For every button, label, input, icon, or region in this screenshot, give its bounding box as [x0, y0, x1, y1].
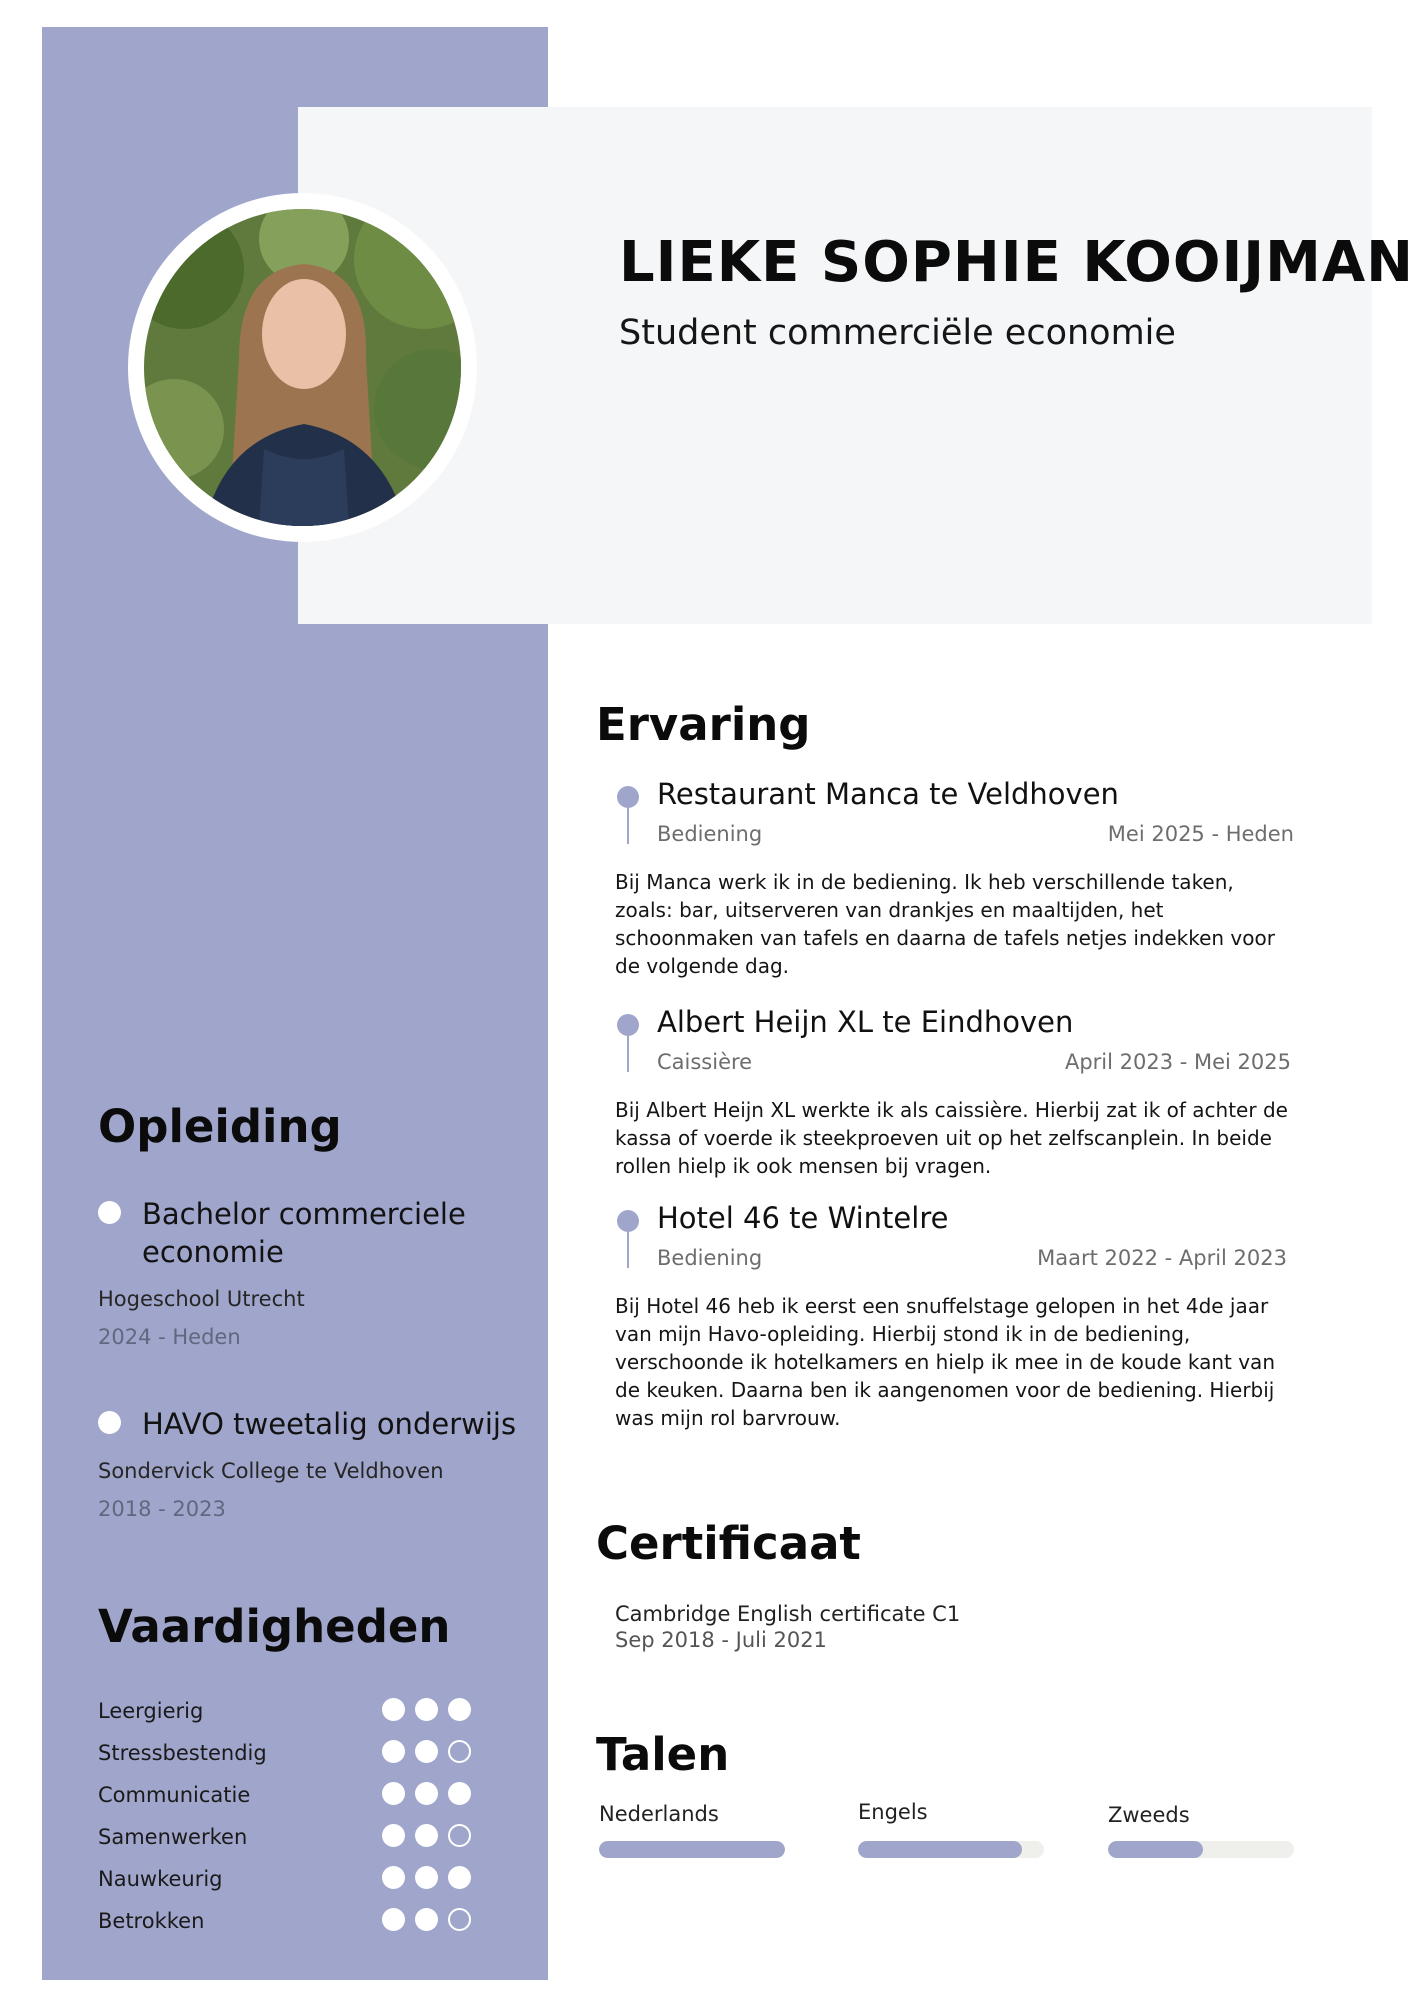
- job-company: Hotel 46 te Wintelre: [657, 1201, 949, 1235]
- language-level-fill: [858, 1841, 1022, 1858]
- languages-heading: Talen: [596, 1728, 730, 1781]
- rating-dot-filled-icon: [448, 1698, 471, 1721]
- skill-row: [98, 1779, 488, 1821]
- timeline-line: [627, 1232, 629, 1268]
- education-years: 2024 - Heden: [98, 1325, 241, 1349]
- skill-row: [98, 1905, 488, 1947]
- education-school: Sondervick College te Veldhoven: [98, 1459, 444, 1483]
- rating-dot-filled-icon: [448, 1782, 471, 1805]
- profile-photo-frame: [128, 193, 477, 542]
- certificate-heading: Certificaat: [596, 1517, 861, 1570]
- skill-name: Samenwerken: [98, 1825, 248, 1849]
- profile-photo-image: [144, 209, 461, 526]
- rating-dot-filled-icon: [382, 1908, 405, 1931]
- skill-row: [98, 1863, 488, 1905]
- skill-rating: [382, 1698, 471, 1721]
- certificate-name: Cambridge English certificate C1: [615, 1602, 961, 1626]
- job-role: Caissière: [657, 1050, 753, 1074]
- skill-row: [98, 1821, 488, 1863]
- education-title: Bachelor commerciele economie: [142, 1197, 466, 1269]
- skill-rating: [382, 1782, 471, 1805]
- language-name: Nederlands: [599, 1802, 719, 1826]
- education-years: 2018 - 2023: [98, 1497, 226, 1521]
- bullet-icon: [98, 1201, 121, 1224]
- profile-photo: [144, 209, 461, 526]
- rating-dot-empty-icon: [448, 1824, 471, 1847]
- candidate-subtitle: Student commerciële economie: [619, 313, 1176, 353]
- rating-dot-empty-icon: [448, 1908, 471, 1931]
- job-dates: April 2023 - Mei 2025: [1064, 1050, 1291, 1074]
- skill-rating: [382, 1740, 471, 1763]
- job-role: Bediening: [657, 822, 763, 846]
- language-item: [858, 1800, 928, 1824]
- timeline-line: [627, 1036, 629, 1072]
- skill-row: [98, 1737, 488, 1779]
- language-level-fill: [599, 1841, 785, 1858]
- job-description: Bij Manca werk ik in de bediening. Ik heb verschillende taken, zoals: bar, uitserveren van drankjes en maaltijden, het schoonmaken van tafels en daarna de tafels netjes indekken voor de volgende dag.: [615, 870, 1275, 978]
- skill-rating: [382, 1908, 471, 1931]
- certificate-dates: Sep 2018 - Juli 2021: [615, 1628, 827, 1652]
- education-item: [98, 1195, 528, 1349]
- education-school: Hogeschool Utrecht: [98, 1287, 305, 1311]
- skill-row: [98, 1695, 488, 1737]
- education-heading: Opleiding: [98, 1100, 342, 1153]
- job-company: Restaurant Manca te Veldhoven: [657, 777, 1119, 811]
- experience-item: [604, 1005, 1304, 1180]
- rating-dot-filled-icon: [415, 1740, 438, 1763]
- rating-dot-filled-icon: [415, 1908, 438, 1931]
- rating-dot-filled-icon: [415, 1782, 438, 1805]
- certificate-item: [615, 1602, 960, 1652]
- language-item: [1108, 1803, 1190, 1827]
- job-meta: [657, 1050, 1291, 1080]
- job-description: Bij Albert Heijn XL werkte ik als caissière. Hierbij zat ik of achter de kassa of voerde ik steekproeven uit op het zelfscanplein. In beide rollen hielp ik ook mensen bij vragen.: [615, 1098, 1288, 1178]
- skill-name: Stressbestendig: [98, 1741, 267, 1765]
- experience-item: [604, 777, 1304, 980]
- language-name: Zweeds: [1108, 1803, 1190, 1827]
- rating-dot-filled-icon: [382, 1824, 405, 1847]
- rating-dot-filled-icon: [382, 1866, 405, 1889]
- timeline-line: [627, 808, 629, 844]
- skill-rating: [382, 1866, 471, 1889]
- job-company: Albert Heijn XL te Eindhoven: [657, 1005, 1074, 1039]
- bullet-icon: [98, 1411, 121, 1434]
- language-item: [599, 1802, 719, 1826]
- skill-name: Nauwkeurig: [98, 1867, 223, 1891]
- job-dates: Mei 2025 - Heden: [1107, 822, 1294, 846]
- job-description: Bij Hotel 46 heb ik eerst een snuffelstage gelopen in het 4de jaar van mijn Havo-opleiding. Hierbij stond ik in de bediening, verschoonde ik hotelkamers en hielp ik mee in de koude kant van de keuken. Daarna ben ik aangenomen voor de bediening. Hierbij was mijn rol barvrouw.: [615, 1294, 1275, 1430]
- rating-dot-filled-icon: [415, 1824, 438, 1847]
- skill-name: Communicatie: [98, 1783, 251, 1807]
- timeline-dot-icon: [617, 786, 639, 808]
- education-title: HAVO tweetalig onderwijs: [142, 1407, 517, 1441]
- skill-name: Leergierig: [98, 1699, 204, 1723]
- skill-rating: [382, 1824, 471, 1847]
- rating-dot-filled-icon: [382, 1698, 405, 1721]
- job-meta: [657, 1246, 1287, 1276]
- rating-dot-filled-icon: [448, 1866, 471, 1889]
- language-level-bar: [858, 1841, 1044, 1858]
- rating-dot-filled-icon: [382, 1740, 405, 1763]
- candidate-name: LIEKE SOPHIE KOOIJMAN: [619, 230, 1414, 295]
- language-name: Engels: [858, 1800, 928, 1824]
- education-item: [98, 1405, 528, 1521]
- rating-dot-filled-icon: [382, 1782, 405, 1805]
- timeline-dot-icon: [617, 1210, 639, 1232]
- job-role: Bediening: [657, 1246, 763, 1270]
- language-level-bar: [1108, 1841, 1294, 1858]
- rating-dot-empty-icon: [448, 1740, 471, 1763]
- rating-dot-filled-icon: [415, 1866, 438, 1889]
- job-meta: [657, 822, 1294, 852]
- rating-dot-filled-icon: [415, 1698, 438, 1721]
- job-dates: Maart 2022 - April 2023: [1037, 1246, 1287, 1270]
- skill-name: Betrokken: [98, 1909, 205, 1933]
- experience-item: [604, 1201, 1304, 1432]
- skills-heading: Vaardigheden: [98, 1600, 451, 1653]
- skills-list: [98, 1695, 488, 1947]
- timeline-dot-icon: [617, 1014, 639, 1036]
- language-level-fill: [1108, 1841, 1203, 1858]
- language-level-bar: [599, 1841, 785, 1858]
- experience-heading: Ervaring: [596, 698, 811, 751]
